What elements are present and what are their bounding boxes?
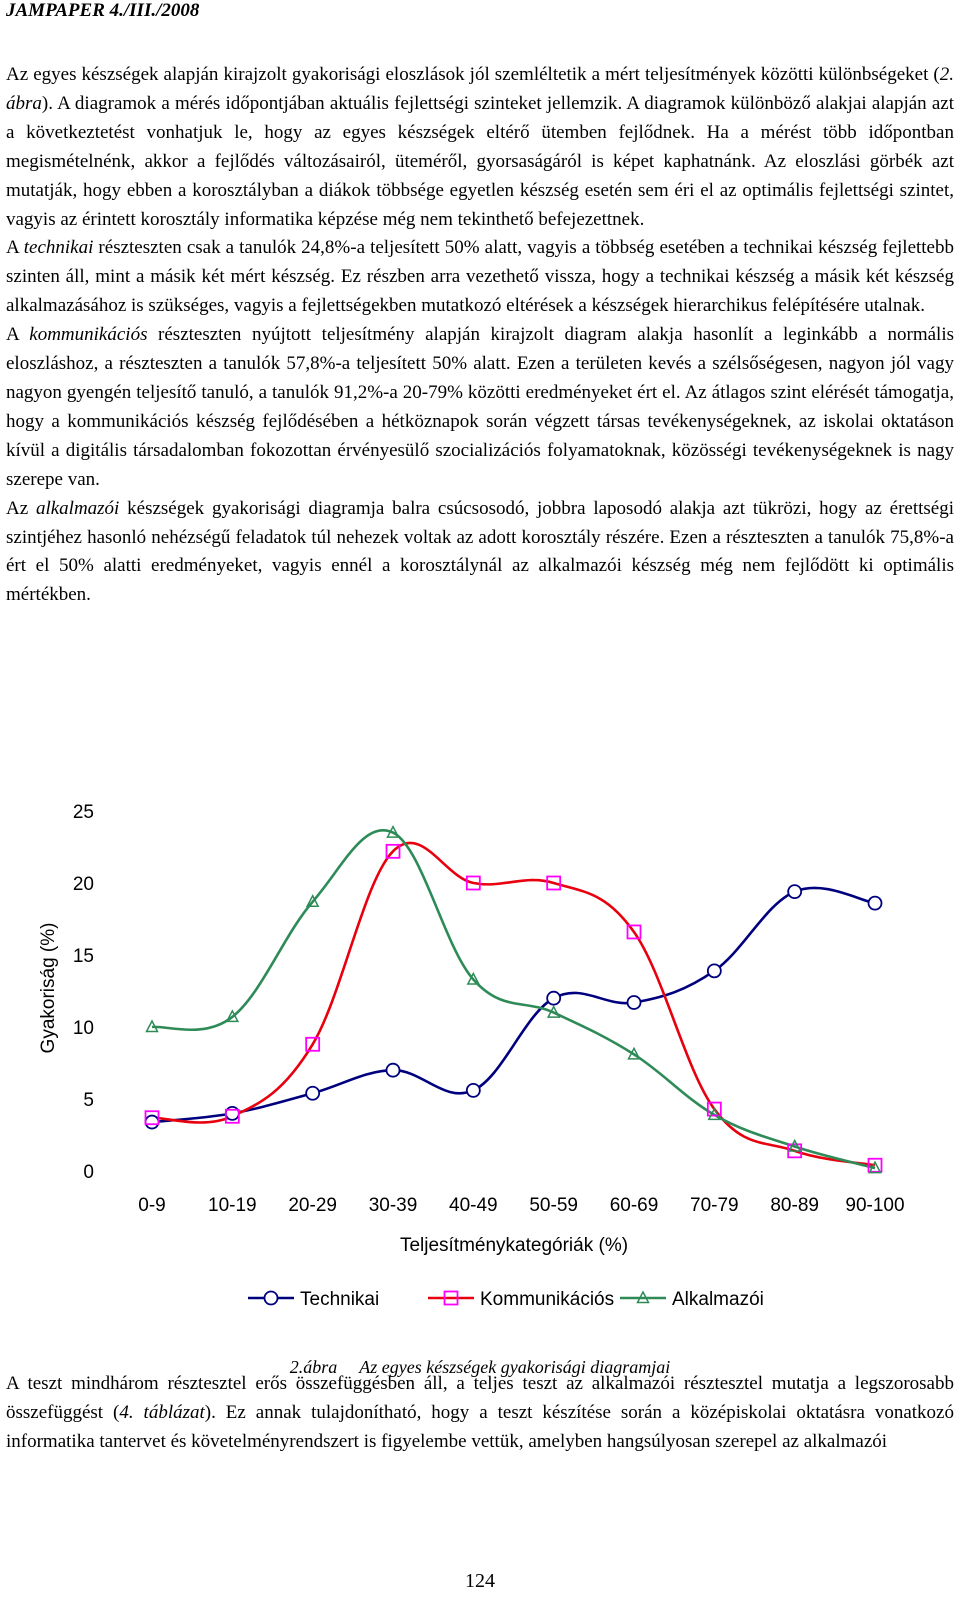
- paragraph: [6, 495, 954, 611]
- text-run: Az: [6, 497, 36, 519]
- frequency-chart: [0, 800, 960, 1330]
- x-axis-ticks: [138, 1195, 904, 1216]
- y-tick-label: 0: [83, 1162, 94, 1183]
- emphasis-text: technikai: [23, 237, 94, 259]
- data-point-circle: [467, 1084, 480, 1097]
- y-axis-ticks: [73, 802, 94, 1183]
- text-run: A: [6, 324, 30, 346]
- y-tick-label: 10: [72, 1018, 94, 1039]
- paragraph: [6, 1370, 954, 1457]
- x-tick-label: 80-89: [770, 1195, 819, 1216]
- legend: [248, 1289, 764, 1310]
- series-lines: [152, 830, 875, 1168]
- text-run: készségek gyakorisági diagramja balra csúcsosodó, jobbra laposodó alakja azt tükrözi, hogy az érettségi szintjéhez hasonló nehézségű feladatok túl nehezek voltak az adott korosztály részére. Ezen a részteszten a tanulók 75,8%-a ért el 50% alatti eredményeket, vagyis ennél a korosztálynál az alkalmazói készség még nem fejlődött ki optimális mértékben.: [6, 497, 954, 606]
- body-text-bottom: [6, 1370, 954, 1457]
- text-run: ). A diagramok a mérés időpontjában aktuális fejlettségi szinteket jellemzik. A diagramok különböző alakjai alapján azt a következtetést vonhatjuk le, hogy az egyes készségek eltérő ütemben fejlődnek. Ha a mérést több időpontban megismételnénk, akkor a fejlődés változásairól, üteméről, gyorsaságáról is képet kaphatnánk. Az eloszlási görbék azt mutatják, hogy ebben a korosztályban a diákok többsége egyetlen készség esetén sem éri el az optimális fejlettségi szintet, vagyis az érintett korosztály informatika képzése még nem tekinthető befejezettnek.: [6, 92, 954, 230]
- series-markers: [146, 827, 882, 1173]
- legend-label: Technikai: [300, 1289, 380, 1310]
- text-run: Az egyes készségek alapján kirajzolt gyakorisági eloszlások jól szemléltetik a mért teljesítmények közötti különbségeket (: [6, 64, 940, 85]
- figure-number: 2.ábra: [289, 1357, 338, 1377]
- data-point-circle: [628, 996, 641, 1009]
- x-tick-label: 40-49: [449, 1195, 498, 1216]
- y-axis-label: Gyakoriság (%): [38, 922, 59, 1054]
- page-number: 124: [465, 1570, 495, 1592]
- text-run: részteszten csak a tanulók 24,8%-a teljesített 50% alatt, vagyis a többség esetében a technikai készség fejlettebb szinten áll, mint a másik két mért készség. Ez részben arra vezethető vissza, hogy a technikai készség a másik két készség alkalmazásához is szükséges, vagyis a fejlettségekben mutatkozó eltérések a készségek hierarchikus felépítésére utalnak.: [6, 237, 954, 317]
- x-tick-label: 90-100: [845, 1195, 905, 1216]
- text-run: A teszt mindhárom résztesztel erős összefüggésben áll, a teljes teszt az alkalmazói résztesztel mutatja a legszorosabb összefüggést (: [6, 1373, 954, 1423]
- data-point-circle: [869, 897, 882, 910]
- text-run: ). Ez annak tulajdonítható, hogy a teszt készítése során a középiskolai oktatásra vonatkozó informatika tantervet és követelményrendszert is figyelembe vettük, amelyben hangsúlyosan szerepel az alkalmazói: [6, 1401, 954, 1452]
- x-tick-label: 60-69: [609, 1195, 659, 1216]
- emphasis-text: 4. táblázat: [119, 1401, 205, 1423]
- data-point-circle: [387, 1064, 400, 1077]
- paragraph: [6, 321, 954, 494]
- data-point-circle: [788, 885, 801, 898]
- text-run: A: [6, 237, 24, 259]
- x-tick-label: 30-39: [368, 1195, 418, 1216]
- journal-header: JAMPAPER 4./III./2008: [6, 0, 200, 21]
- data-point-circle: [226, 1107, 239, 1120]
- data-point-circle: [708, 964, 721, 977]
- y-tick-label: 20: [72, 874, 94, 895]
- legend-label: Kommunikációs: [480, 1289, 615, 1310]
- series-line-circle: [152, 888, 875, 1122]
- emphasis-text: 2. ábra: [6, 64, 954, 114]
- text-run: részteszten nyújtott teljesítmény alapján kirajzolt diagram alakja hasonlít a leginkább a normális eloszláshoz, a részteszten a tanulók 57,8%-a teljesített 50% alatt. Ezen a területen kevés a szélsőségesen, nagyon jól vagy nagyon gyengén teljesítő tanuló, a tanulók 91,2%-a 20-79% közötti eredményeket ért el. Az átlagos szint elérését támogatja, hogy a kommunikációs készség fejlődésében a hétköznapok során végzett társas tevékenységeknek, az iskolai oktatáson kívül a digitális társadalomban fokozottan érvényesülő szocializációs folyamatoknak, közösségi tevékenységeknek is nagy szerepe van.: [6, 324, 954, 490]
- paragraph: [6, 234, 954, 321]
- figure-caption-text: Az egyes készségek gyakorisági diagramjai: [359, 1357, 671, 1377]
- emphasis-text: alkalmazói: [35, 497, 120, 519]
- y-tick-label: 5: [83, 1090, 94, 1111]
- x-tick-label: 50-59: [529, 1195, 578, 1216]
- legend-marker-circle: [265, 1292, 278, 1305]
- data-point-circle: [306, 1087, 319, 1100]
- x-axis-label: Teljesítménykategóriák (%): [399, 1235, 629, 1256]
- x-tick-label: 20-29: [288, 1195, 337, 1216]
- data-point-circle: [146, 1116, 159, 1129]
- y-tick-label: 15: [72, 946, 94, 967]
- emphasis-text: kommunikációs: [29, 324, 148, 346]
- body-text-top: [6, 61, 954, 610]
- x-tick-label: 70-79: [690, 1195, 739, 1216]
- x-tick-label: 0-9: [138, 1195, 166, 1216]
- y-tick-label: 25: [72, 802, 94, 823]
- data-point-circle: [547, 992, 560, 1005]
- legend-label: Alkalmazói: [672, 1289, 764, 1310]
- x-tick-label: 10-19: [208, 1195, 257, 1216]
- paragraph: [6, 61, 954, 234]
